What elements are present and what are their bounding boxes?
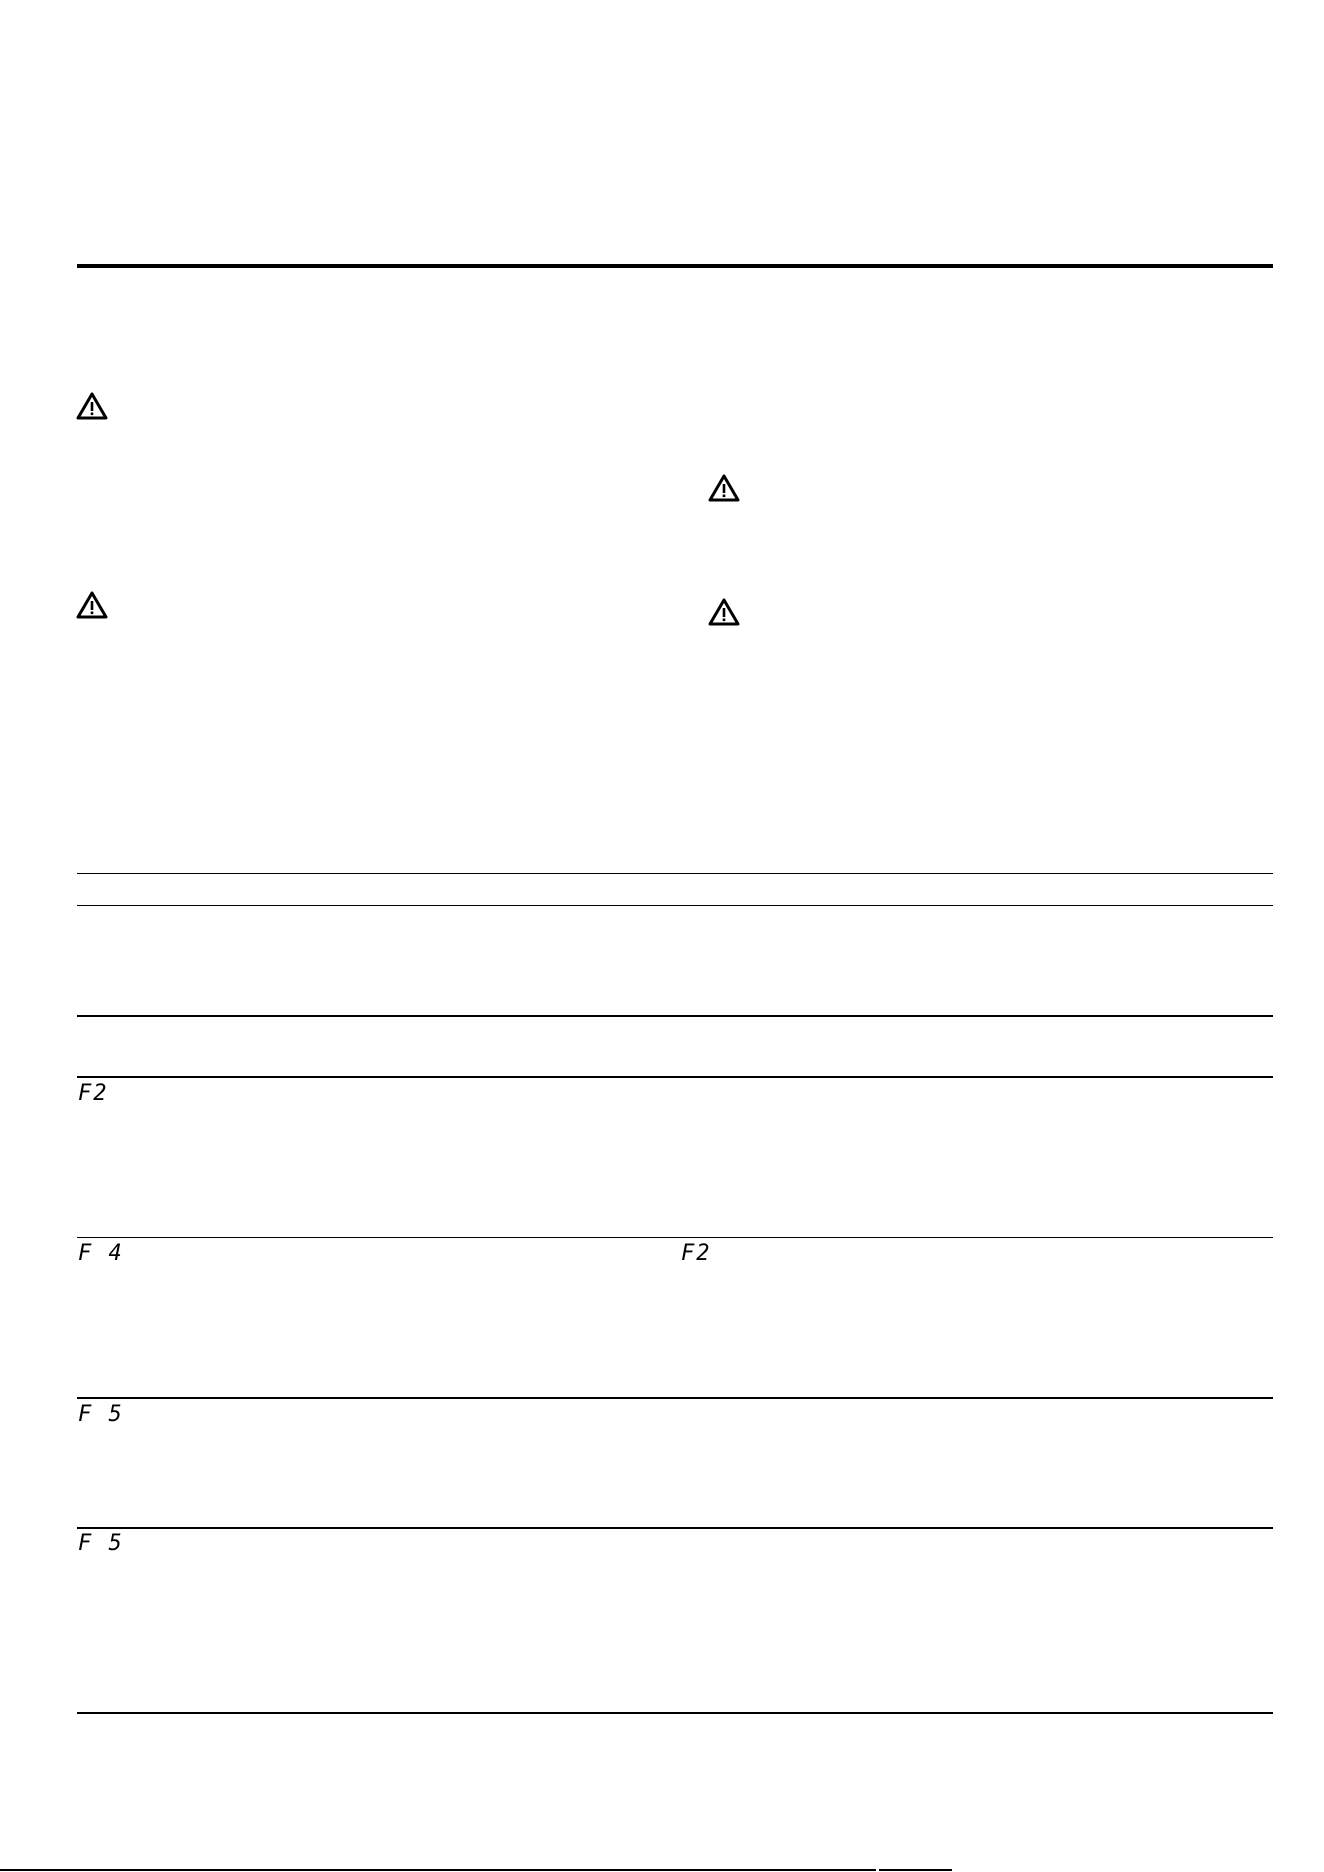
error-code: F2 [78,1081,109,1106]
error-code: F 5 [78,1531,124,1556]
warning-triangle-svg [708,598,740,626]
warning-triangle-svg [76,392,108,420]
error-code: F2 [681,1241,712,1266]
error-code: F 5 [78,1402,124,1427]
table-row-rule [77,1397,1273,1399]
warning-icon [76,392,108,420]
heading-rule [77,264,1273,268]
table-bottom-rule [77,1712,1273,1714]
table-row-rule [77,1527,1273,1529]
warning-icon [76,591,108,619]
table-section-rule [77,1015,1273,1017]
footer-rule [879,1869,952,1871]
footer-rule [0,1869,876,1871]
warning-icon [708,598,740,626]
table-top-rule [77,873,1273,874]
table-header-rule [77,905,1273,906]
table-row-rule [77,1076,1273,1078]
error-code: F 4 [78,1241,124,1266]
warning-triangle-svg [708,474,740,502]
warning-icon [708,474,740,502]
table-row-rule [77,1237,1273,1238]
warning-triangle-svg [76,591,108,619]
